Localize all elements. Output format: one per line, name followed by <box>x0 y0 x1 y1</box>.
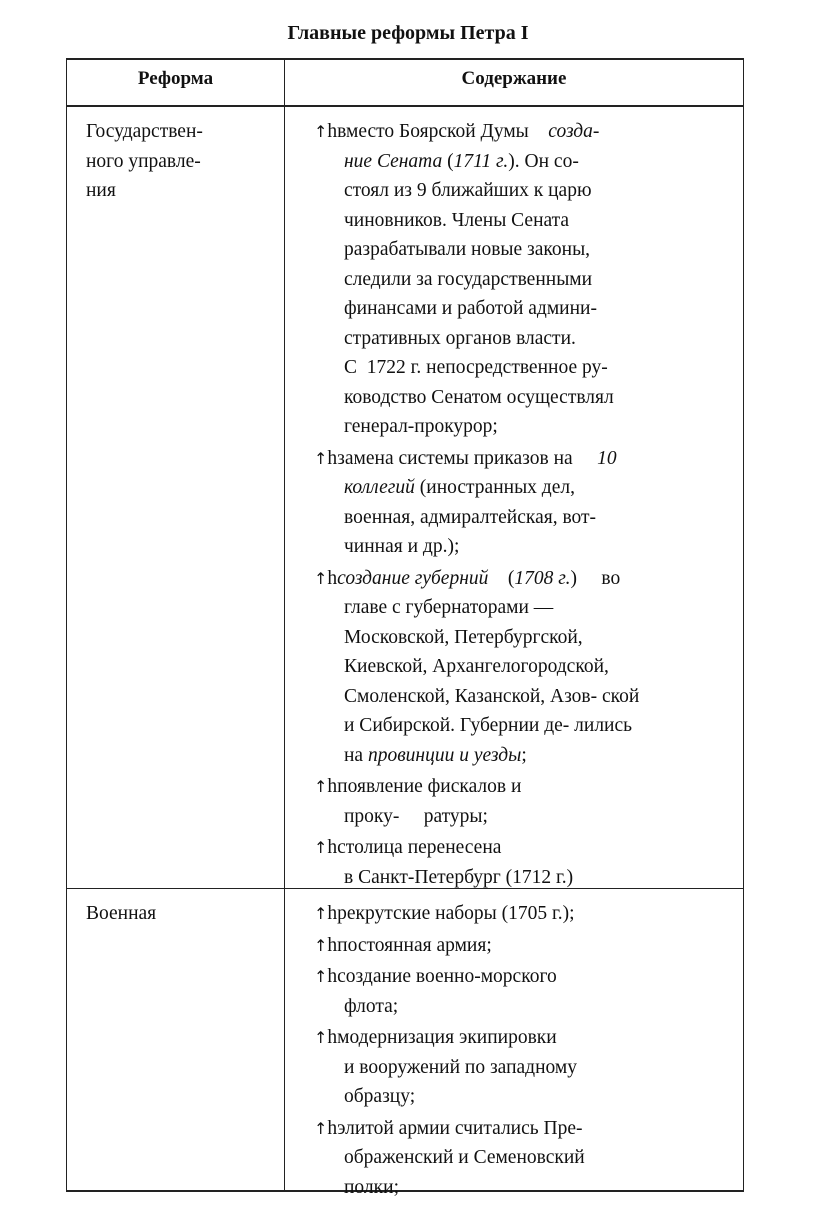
list-item-continuation <box>344 473 575 503</box>
italic-text: ние Сената <box>344 150 443 172</box>
text: в Санкт-Петербург (1712 г.) <box>344 866 574 888</box>
text: проку- ратуры; <box>344 805 488 827</box>
bullet-prefix: h <box>327 776 338 797</box>
list-item-continuation <box>344 992 398 1022</box>
text: ображенский и Семеновский <box>344 1147 585 1168</box>
up-arrow-icon: ↑ <box>314 838 328 857</box>
text: постоянная армия; <box>337 934 492 956</box>
text: ководство Сенатом осуществлял <box>344 386 614 408</box>
bullet-prefix: h <box>327 121 338 142</box>
list-item <box>314 962 557 992</box>
up-arrow-icon: ↑ <box>314 935 328 955</box>
list-item-continuation <box>344 353 608 383</box>
text: и Сибирской. Губернии де- лились <box>344 715 633 736</box>
text: стоял из 9 ближайших к царю <box>344 180 592 201</box>
bullet-prefix: h <box>327 1027 338 1048</box>
list-item-continuation <box>344 383 614 413</box>
up-arrow-icon: ↑ <box>314 904 328 923</box>
list-item-continuation <box>344 711 632 741</box>
reform-name-line: ного управле- <box>86 150 201 172</box>
up-arrow-icon: ↑ <box>314 1028 328 1047</box>
list-item-continuation <box>344 176 592 206</box>
header-content: Содержание <box>461 68 567 89</box>
text: модернизация экипировки <box>337 1027 557 1048</box>
text: разрабатывали новые законы, <box>344 239 591 260</box>
text: создание военно-морского <box>337 966 557 987</box>
list-item-continuation <box>344 1082 415 1112</box>
up-arrow-icon: ↑ <box>314 777 328 796</box>
list-item-continuation <box>344 1173 399 1203</box>
text: следили за государственными <box>344 268 593 290</box>
list-item-continuation <box>344 412 498 442</box>
list-item-continuation <box>344 652 609 682</box>
table-bottom-border <box>66 1190 744 1192</box>
bullet-prefix: h <box>327 837 338 858</box>
text: столица перенесена <box>337 837 502 858</box>
list-item <box>314 931 492 961</box>
list-item <box>314 564 620 594</box>
list-item <box>314 833 501 863</box>
table-left-border <box>66 58 67 1192</box>
text: ( <box>488 567 515 589</box>
reform-name <box>86 899 156 929</box>
text: элитой армии считались Пре- <box>337 1117 583 1139</box>
page-title: Главные реформы Петра I <box>287 22 529 44</box>
reform-name-line: ния <box>86 180 116 201</box>
reform-name <box>86 117 203 206</box>
text: появление фискалов и <box>337 776 522 797</box>
italic-text: создание губерний <box>337 567 489 589</box>
italic-text: 1708 г. <box>514 567 571 589</box>
reform-name-line: Государствен- <box>86 121 203 142</box>
text: главе с губернаторами — <box>344 597 554 618</box>
list-item-continuation <box>344 503 596 533</box>
bullet-prefix: h <box>327 934 338 956</box>
text: генерал-прокурор; <box>344 416 498 437</box>
list-item-continuation <box>344 682 639 712</box>
text: замена системы приказов на <box>337 447 598 469</box>
text: на <box>344 744 368 766</box>
list-item-continuation <box>344 1143 585 1173</box>
text: С 1722 г. непосредственное ру- <box>344 357 608 378</box>
header-reform: Реформа <box>137 68 214 89</box>
list-item <box>314 444 617 474</box>
list-item-continuation <box>344 265 592 295</box>
text: и вооружений по западному <box>344 1056 578 1078</box>
bullet-prefix: h <box>327 447 338 469</box>
italic-text: созда- <box>548 121 600 142</box>
italic-text: провинции и уезды <box>367 744 522 766</box>
bullet-prefix: h <box>327 567 338 589</box>
list-item <box>314 117 599 147</box>
text: ( <box>442 150 454 172</box>
list-item-continuation <box>344 1053 577 1083</box>
text: стративных органов власти. <box>344 327 576 349</box>
text: ). Он со- <box>508 150 579 172</box>
italic-text: 1711 г. <box>453 150 509 172</box>
table-top-border <box>66 58 744 60</box>
list-item-continuation <box>344 802 488 832</box>
list-item <box>314 1023 557 1053</box>
text: образцу; <box>344 1086 416 1107</box>
up-arrow-icon: ↑ <box>314 568 328 588</box>
list-item-continuation <box>344 147 579 177</box>
list-item <box>314 899 575 929</box>
text: чиновников. Члены Сената <box>344 209 570 231</box>
bullet-prefix: h <box>327 966 338 987</box>
text: вместо Боярской Думы <box>337 121 549 142</box>
up-arrow-icon: ↑ <box>314 122 328 141</box>
list-item-continuation <box>344 623 583 653</box>
list-item <box>314 772 521 802</box>
list-item <box>314 1114 583 1144</box>
table-right-border <box>743 58 744 1192</box>
list-item-continuation <box>344 206 569 236</box>
list-item-continuation <box>344 235 590 265</box>
list-item-continuation <box>344 593 553 623</box>
bullet-prefix: h <box>327 1117 338 1139</box>
list-item-continuation <box>344 741 527 771</box>
list-item-continuation <box>344 294 597 324</box>
reform-name-line: Военная <box>86 903 157 924</box>
list-item-continuation <box>344 863 573 893</box>
text: ) во <box>570 567 621 589</box>
column-divider <box>284 58 285 1192</box>
up-arrow-icon: ↑ <box>314 967 328 986</box>
text: флота; <box>344 995 399 1017</box>
text: Смоленской, Казанской, Азов- ской <box>344 685 640 707</box>
up-arrow-icon: ↑ <box>314 1118 328 1138</box>
header-bottom-border <box>66 105 744 107</box>
text: Киевской, Архангелогородской, <box>344 656 609 677</box>
text: полки; <box>344 1176 399 1198</box>
text: рекрутские наборы (1705 г.); <box>337 903 575 924</box>
text: военная, адмиралтейская, вот- <box>344 506 597 528</box>
bullet-prefix: h <box>327 903 338 924</box>
italic-text: коллегий <box>344 477 415 498</box>
text: финансами и работой админи- <box>344 298 597 319</box>
text: ; <box>521 744 527 766</box>
text: чинная и др.); <box>344 536 460 557</box>
text: (иностранных дел, <box>414 477 575 498</box>
text: Московской, Петербургской, <box>344 626 583 648</box>
up-arrow-icon: ↑ <box>314 448 328 468</box>
italic-text: 10 <box>597 447 617 469</box>
list-item-continuation <box>344 532 459 562</box>
list-item-continuation <box>344 324 576 354</box>
